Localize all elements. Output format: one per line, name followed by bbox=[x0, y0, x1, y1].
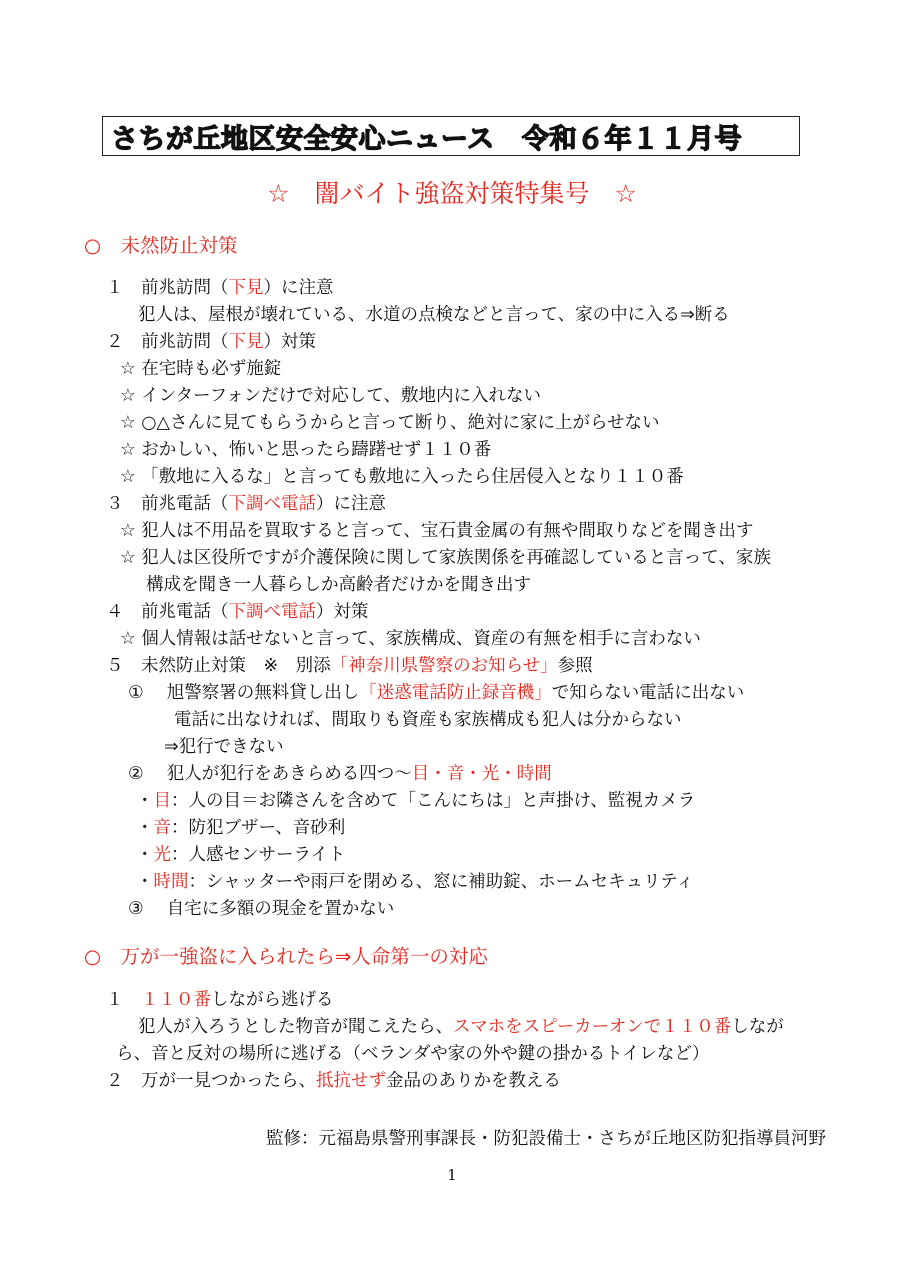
item3-line bbox=[106, 492, 386, 516]
page-number: 1 bbox=[447, 1166, 457, 1184]
item1-body: 犯人は、屋根が壊れている、水道の点検などと言って、家の中に入る⇒断る bbox=[138, 305, 730, 325]
s2-item2-em: 抵抗せず bbox=[316, 1071, 386, 1091]
item1-suffix: ）に注意 bbox=[263, 278, 334, 298]
title-box bbox=[102, 116, 800, 156]
s2-body-suffix: しなが bbox=[731, 1017, 784, 1037]
s2-body-em: スマホをスピーカーオンで１１０番 bbox=[453, 1017, 732, 1037]
sub1-prefix: ① 旭警察署の無料貸し出し bbox=[128, 683, 360, 703]
sub1-line bbox=[128, 681, 744, 705]
s2-item2-line bbox=[106, 1069, 561, 1093]
bullet-text: ：人の目＝お隣さんを含めて「こんにちは」と声掛け、監視カメラ bbox=[171, 791, 696, 811]
bullet-dot: ・ bbox=[136, 872, 154, 892]
item5-suffix: 参照 bbox=[557, 656, 593, 676]
bullet-text: ：防犯ブザー、音砂利 bbox=[171, 818, 346, 838]
s2-item1-body2: ら、音と反対の場所に逃げる（ベランダや家の外や鍵の掛かるトイレなど） bbox=[116, 1044, 710, 1064]
item3-suffix: ）に注意 bbox=[316, 494, 386, 514]
item2-point: ☆ 「敷地に入るな」と言っても敷地に入ったら住居侵入となり１１０番 bbox=[120, 467, 684, 487]
sub2-em: 目・音・光・時間 bbox=[411, 764, 552, 784]
item2-em: 下見 bbox=[228, 332, 264, 352]
item3-point: ☆ 犯人は区役所ですが介護保険に関して家族関係を再確認していると言って、家族 bbox=[120, 548, 771, 568]
item1-em: 下見 bbox=[228, 278, 264, 298]
bullet-dot: ・ bbox=[136, 791, 154, 811]
item2-point: ☆ 在宅時も必ず施錠 bbox=[120, 359, 282, 379]
bullet-em: 音 bbox=[153, 818, 171, 838]
item3-prefix: ３ 前兆電話（ bbox=[106, 494, 229, 514]
sub1-em: 「迷惑電話防止録音機」 bbox=[359, 683, 552, 703]
bullet-dot: ・ bbox=[136, 845, 154, 865]
sub2-line bbox=[128, 762, 552, 786]
item2-point: ☆ ○△さんに見てもらうからと言って断り、絶対に家に上がらせない bbox=[120, 413, 660, 433]
sub1-detail: 電話に出なければ、間取りも資産も家族構成も犯人は分からない bbox=[174, 710, 682, 730]
item4-point: ☆ 個人情報は話せないと言って、家族構成、資産の有無を相手に言わない bbox=[120, 629, 701, 649]
bullet-item bbox=[136, 843, 345, 867]
item2-point: ☆ インターフォンだけで対応して、敷地内に入れない bbox=[120, 386, 541, 406]
s2-item1-suffix: しながら逃げる bbox=[211, 990, 334, 1010]
item2-line bbox=[106, 330, 316, 354]
s2-item2-prefix: ２ 万が一見つかったら、 bbox=[106, 1071, 316, 1091]
item3-point-cont: 構成を聞き一人暮らしか高齢者だけかを聞き出す bbox=[146, 575, 531, 595]
item2-prefix: ２ 前兆訪問（ bbox=[106, 332, 229, 352]
s2-item1-prefix: １ bbox=[106, 990, 141, 1010]
sub2-prefix: ② 犯人が犯行をあきらめる四つ～ bbox=[128, 764, 412, 784]
item1-prefix: １ 前兆訪問（ bbox=[106, 278, 229, 298]
item4-prefix: ４ 前兆電話（ bbox=[106, 602, 229, 622]
s2-body-prefix: 犯人が入ろうとした物音が聞こえたら、 bbox=[138, 1017, 453, 1037]
item5-prefix: ５ 未然防止対策 ※ 別添 bbox=[106, 656, 331, 676]
s2-item2-suffix: 金品のありかを教える bbox=[386, 1071, 561, 1091]
item4-em: 下調べ電話 bbox=[228, 602, 316, 622]
bullet-item bbox=[136, 816, 345, 840]
newsletter-title: さちが丘地区安全安心ニュース 令和６年１１月号 bbox=[111, 123, 743, 155]
s2-item1-line bbox=[106, 988, 334, 1012]
section2-heading: ○ 万が一強盗に入られたら⇒人命第一の対応 bbox=[84, 945, 488, 968]
item5-em: 「神奈川県警察のお知らせ」 bbox=[330, 656, 558, 676]
bullet-em: 光 bbox=[153, 845, 171, 865]
item4-suffix: ）対策 bbox=[316, 602, 369, 622]
item3-em: 下調べ電話 bbox=[228, 494, 316, 514]
section1-heading: ○ 未然防止対策 bbox=[84, 234, 238, 257]
item1-line bbox=[106, 276, 334, 300]
bullet-text: ：シャッターや雨戸を閉める、窓に補助錠、ホームセキュリティ bbox=[188, 872, 694, 892]
sub1-suffix: で知らない電話に出ない bbox=[551, 683, 745, 703]
item2-point: ☆ おかしい、怖いと思ったら躊躇せず１１０番 bbox=[120, 440, 492, 460]
item5-line bbox=[106, 654, 593, 678]
bullet-item bbox=[136, 870, 694, 894]
s2-item1-body bbox=[138, 1015, 784, 1039]
bullet-dot: ・ bbox=[136, 818, 154, 838]
s2-item1-em: １１０番 bbox=[141, 990, 211, 1010]
item2-suffix: ）対策 bbox=[263, 332, 316, 352]
bullet-item bbox=[136, 789, 695, 813]
special-issue-subtitle: ☆ 闇バイト強盗対策特集号 ☆ bbox=[267, 179, 637, 208]
item3-point: ☆ 犯人は不用品を買取すると言って、宝石貴金属の有無や間取りなどを聞き出す bbox=[120, 521, 754, 541]
bullet-em: 時間 bbox=[153, 872, 189, 892]
sub1-detail: ⇒犯行できない bbox=[164, 737, 284, 757]
bullet-text: ：人感センサーライト bbox=[171, 845, 346, 865]
bullet-em: 目 bbox=[153, 791, 171, 811]
sub3-line: ③ 自宅に多額の現金を置かない bbox=[128, 899, 395, 919]
item4-line bbox=[106, 600, 369, 624]
supervisor-credit: 監修：元福島県警刑事課長・防犯設備士・さちが丘地区防犯指導員河野 bbox=[266, 1129, 826, 1149]
